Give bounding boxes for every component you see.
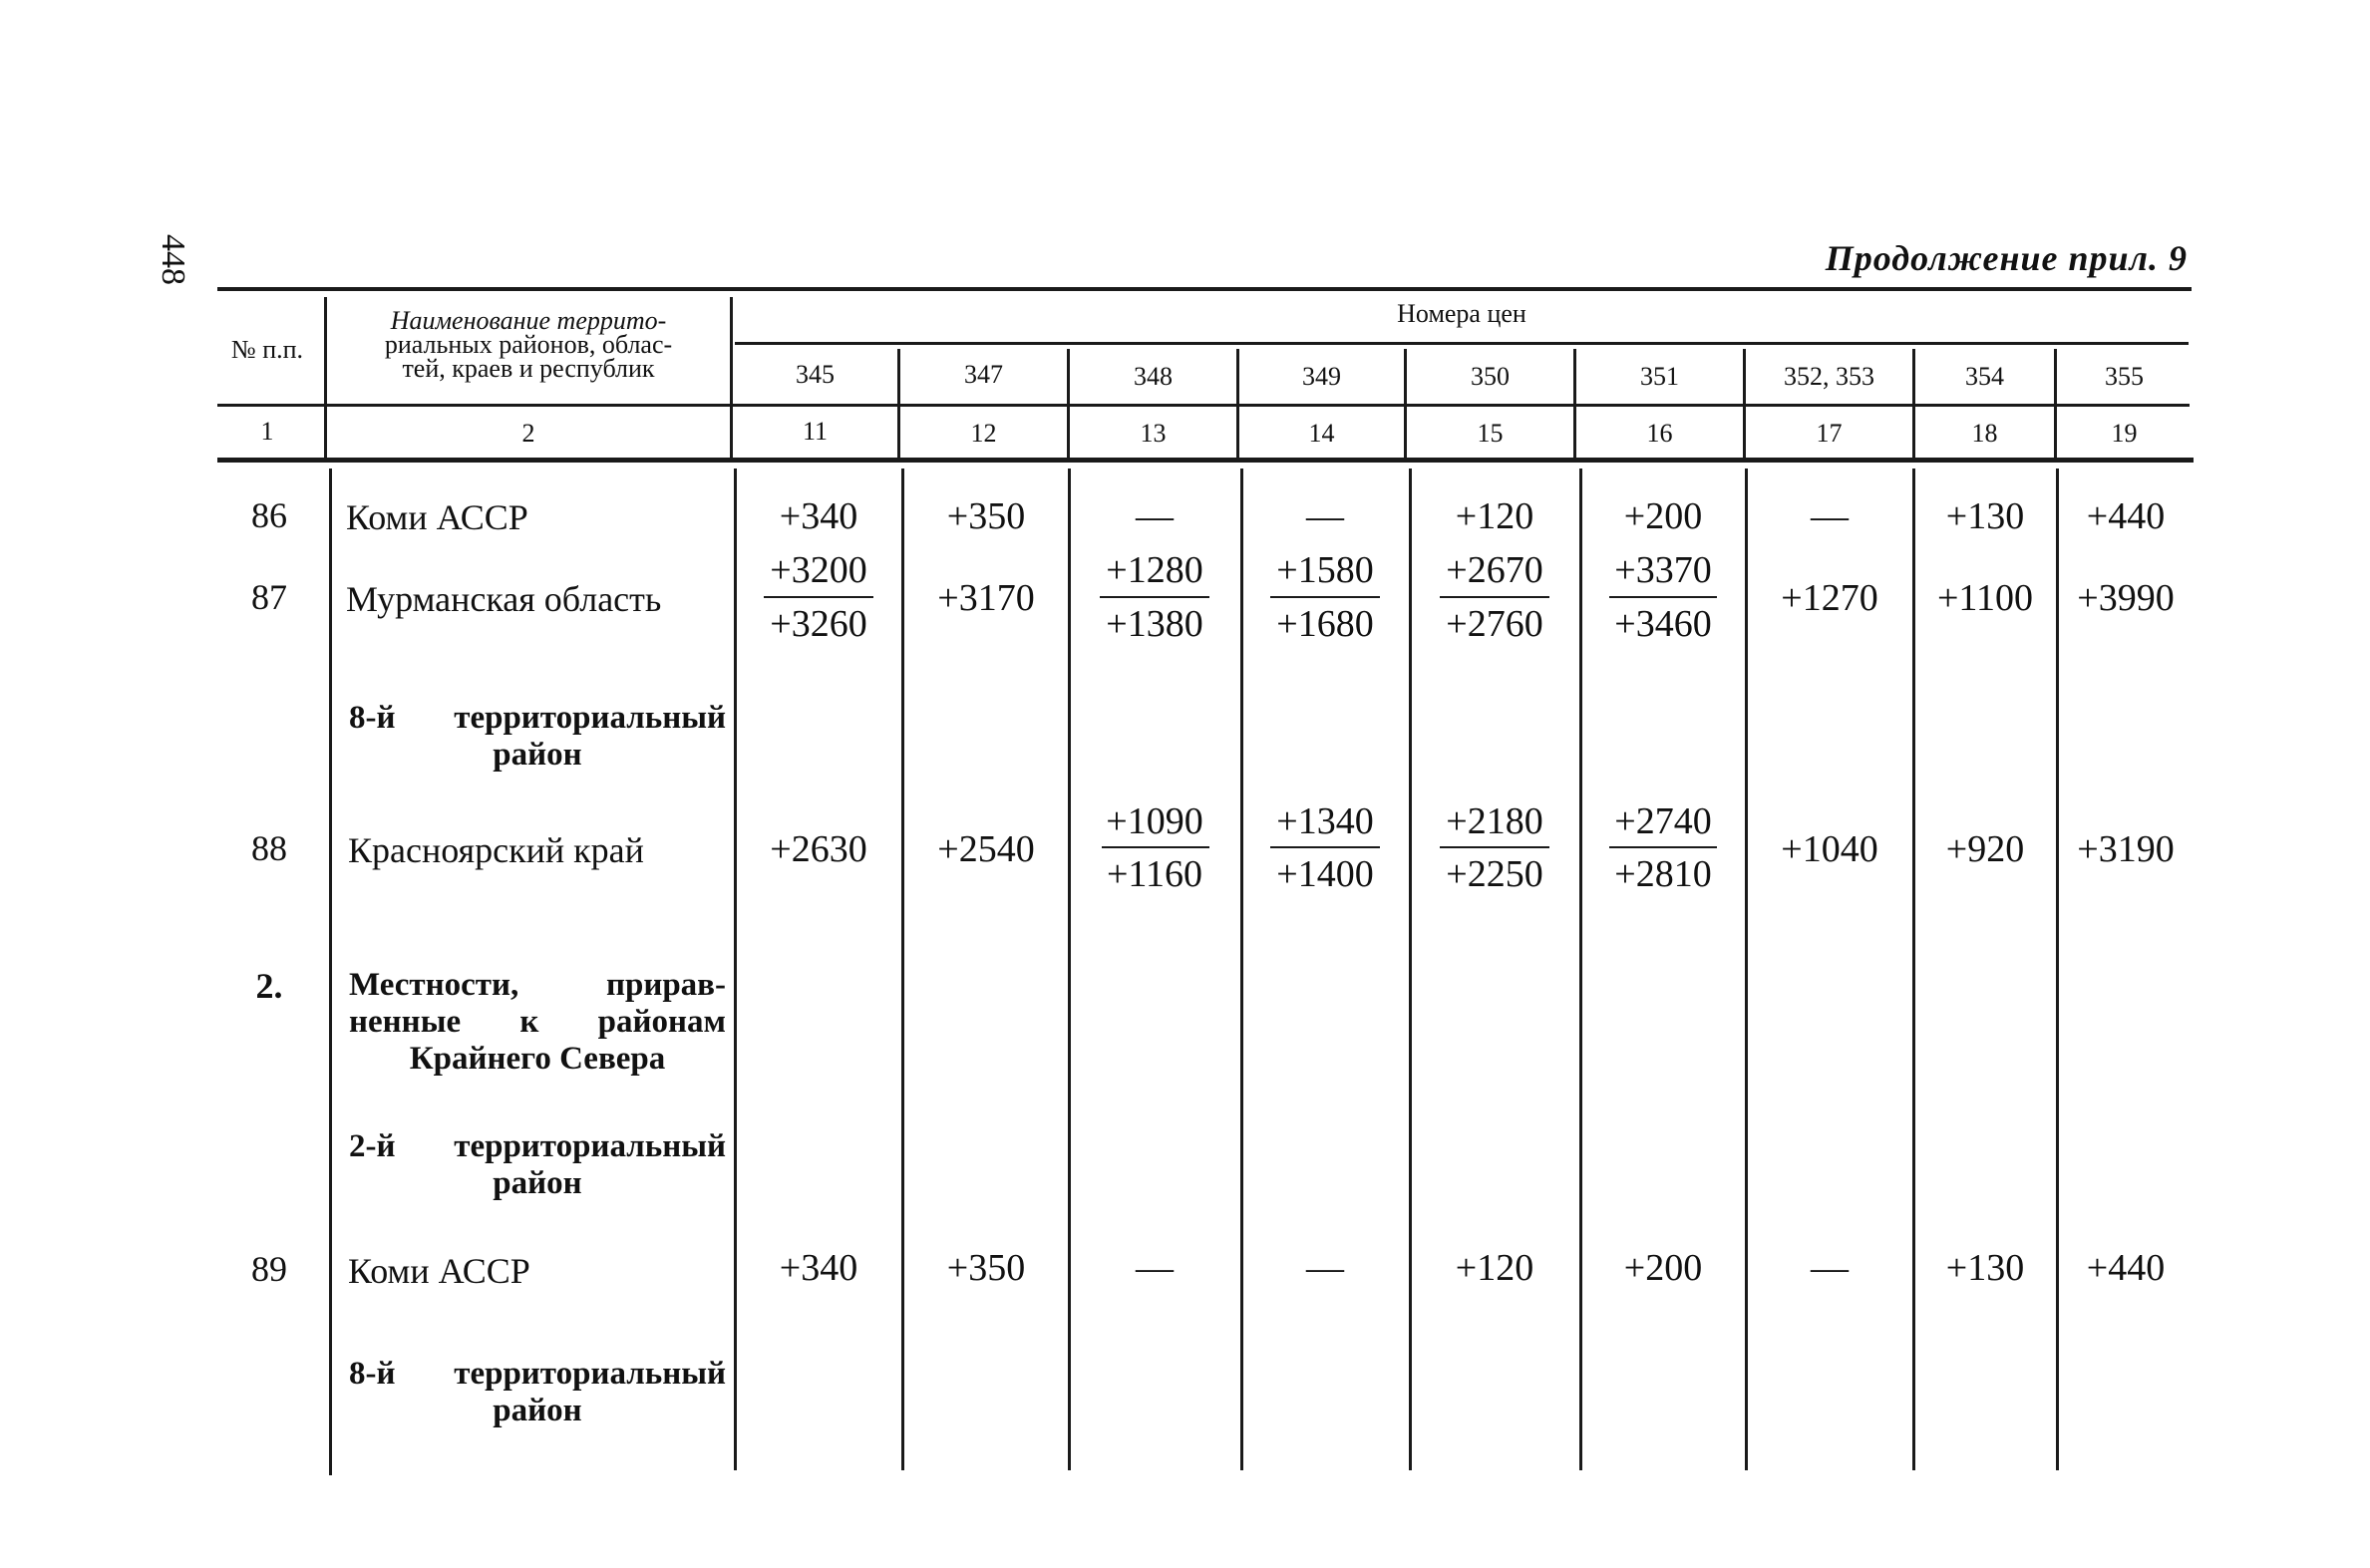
body-divider [329,469,332,1475]
value-bottom: +2760 [1446,603,1543,645]
section-heading [349,967,726,1078]
section-word: территориальный [454,1356,726,1392]
value-top: +2740 [1614,800,1712,842]
fraction-bar [1609,596,1717,598]
fraction-bar [1609,846,1717,848]
index-row-bottom-rule [217,458,2194,463]
value-cell: +340 [779,495,858,537]
index-cell: 15 [1477,419,1504,448]
index-cell: 19 [2111,419,2138,448]
value-cell: +200 [1623,1247,1703,1289]
value-top: +3200 [770,549,867,591]
table-top-rule [217,287,2192,291]
price-number: 345 [796,360,835,389]
value-cell: +130 [1945,495,2025,537]
price-number: 349 [1302,362,1341,391]
value-cell: +350 [946,495,1026,537]
price-number: 350 [1471,362,1510,391]
fraction-bar [1100,596,1209,598]
price-number: 347 [964,360,1003,389]
value-bottom: +3460 [1614,603,1712,645]
price-number: 351 [1640,362,1679,391]
value-top: +2670 [1446,549,1543,591]
section-heading [349,1356,726,1429]
value-cell: +1100 [1936,577,2034,619]
value-cell: +3190 [2077,828,2175,870]
value-cell: +2540 [937,828,1035,870]
value-top: +1580 [1276,549,1374,591]
section-word: Крайнего Севера [409,1041,666,1077]
value-cell: +440 [2086,495,2166,537]
value-top: +1090 [1106,800,1203,842]
row-number: 87 [251,577,287,617]
price-number: 352, 353 [1784,362,1874,391]
value-top: +2180 [1446,800,1543,842]
value-cell: +350 [946,1247,1026,1289]
value-bottom: +2810 [1614,853,1712,895]
value-cell: — [1811,495,1849,537]
price-number: 354 [1965,362,2004,391]
fraction-bar [1440,596,1549,598]
value-cell: +3990 [2077,577,2175,619]
index-cell: 13 [1140,419,1167,448]
section-word: к [519,1004,539,1040]
value-top: +3370 [1614,549,1712,591]
value-cell: +130 [1945,1247,2025,1289]
index-cell: 18 [1971,419,1998,448]
fraction-bar [1270,846,1380,848]
value-cell: +340 [779,1247,858,1289]
page-number: 448 [155,234,191,285]
section-word: районам [597,1004,726,1040]
fraction-bar [1270,596,1380,598]
value-bottom: +1680 [1276,603,1374,645]
index-cell: 14 [1308,419,1335,448]
value-bottom: +1400 [1276,853,1374,895]
section-word: район [493,1393,582,1428]
row-number: 88 [251,828,287,868]
value-cell: +120 [1455,1247,1534,1289]
row-number: 2. [255,966,283,1006]
index-cell: 1 [260,417,274,446]
value-cell: — [1811,1247,1849,1289]
value-cell: +1040 [1781,828,1878,870]
index-cell: 16 [1646,419,1673,448]
header-name [334,306,723,383]
header-name-line: риальных районов, облас- [384,330,673,359]
value-cell: +120 [1455,495,1534,537]
region-name: Коми АССР [346,497,528,537]
fraction-bar [1440,846,1549,848]
header-prices-title: Номера цен [1397,299,1526,328]
section-heading [349,1128,726,1202]
section-word: 2-й [349,1128,396,1164]
value-bottom: +1380 [1106,603,1203,645]
value-bottom: +1160 [1106,853,1203,895]
row-number: 89 [251,1249,287,1289]
region-name: Мурманская область [346,579,662,619]
value-cell: — [1136,1247,1174,1289]
header-name-line: Наименование террито- [390,306,667,335]
value-cell: — [1306,1247,1344,1289]
price-number: 355 [2105,362,2144,391]
section-word: территориальный [454,1128,726,1164]
continuation-title: Продолжение прил. 9 [1825,238,2188,278]
value-cell: +440 [2086,1247,2166,1289]
price-number: 348 [1134,362,1173,391]
value-bottom: +2250 [1446,853,1543,895]
section-word: 8-й [349,700,396,736]
header-no: № п.п. [230,335,304,364]
row-number: 86 [251,495,287,535]
value-cell: +3170 [937,577,1035,619]
value-cell: — [1306,495,1344,537]
region-name: Коми АССР [348,1251,530,1291]
value-top: +1280 [1106,549,1203,591]
index-cell: 17 [1816,419,1843,448]
index-cell: 12 [970,419,997,448]
section-word: район [493,1165,582,1201]
section-word: Местности, [349,967,519,1003]
value-cell: +1270 [1781,577,1878,619]
value-cell: +920 [1945,828,2025,870]
section-heading [349,700,726,774]
prices-subheader-rule [735,342,2189,345]
header-bottom-rule [217,404,2190,407]
value-top: +1340 [1276,800,1374,842]
fraction-bar [1102,846,1209,848]
index-cell: 2 [521,419,535,448]
value-cell: +2630 [770,828,867,870]
fraction-bar [764,596,873,598]
index-cell: 11 [802,417,829,446]
section-word: ненные [349,1004,462,1040]
section-word: прирав- [605,967,726,1003]
section-word: территориальный [454,700,726,736]
value-cell: +200 [1623,495,1703,537]
section-word: 8-й [349,1356,396,1392]
value-cell: — [1136,495,1174,537]
value-bottom: +3260 [770,603,867,645]
section-word: район [493,737,582,773]
region-name: Красноярский край [348,830,644,870]
header-name-line: тей, краев и республик [402,354,655,383]
